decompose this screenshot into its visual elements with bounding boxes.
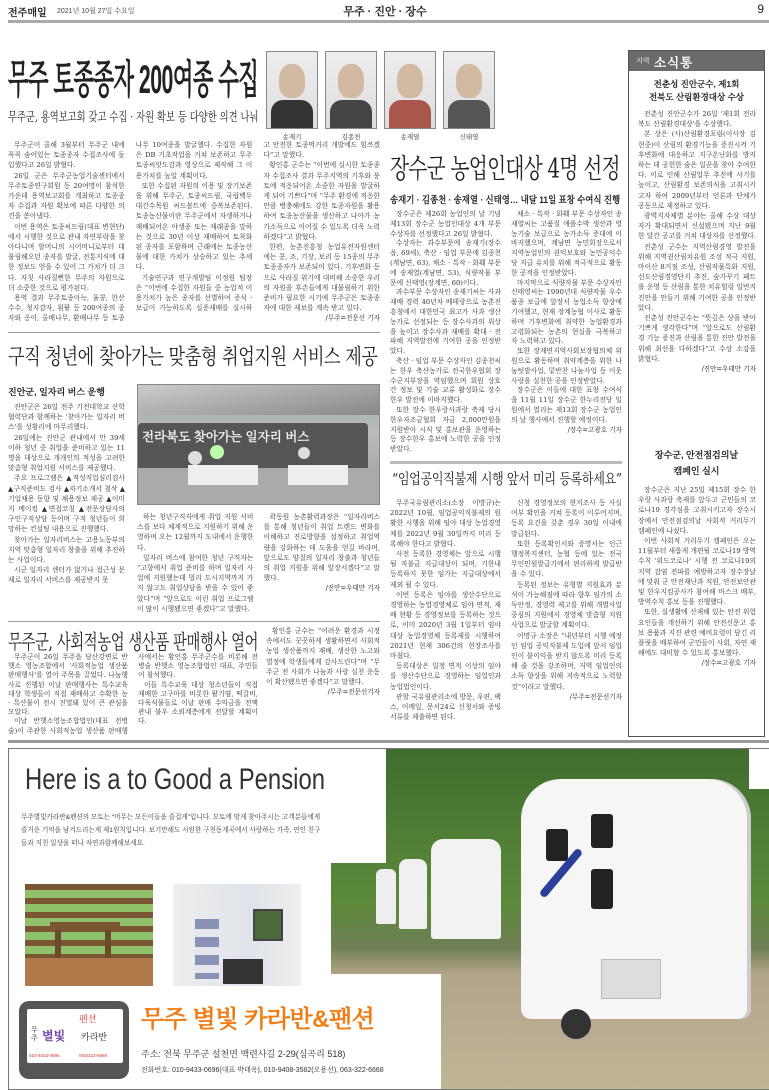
article3-body-right [137,512,380,618]
paragraph: 장수군은 이들에 대한 표창 수여식을 11월 11일 장수군 한누리전당 일원에서 열리는 제13회 장수군 농업인의 날 행사에서 진행할 예정이다. [511,386,622,424]
paragraph: 광역지자체별 분야는 올해 수상 대상자가 확대되면서 신설됐으며 지난 9월 한 달간 공고를 거쳐 대상자를 선정했다. [638,212,757,241]
paragraph: 이들 특수교육 대상 청소년들이 직접 재배한 고구마를 비롯한 팥기염, 떡갈비, 다육식물들로 이날 판매 수익금을 전액 관내 불우 소외계층에게 전달할 계획이다. [138,680,258,726]
sidebar-item1-title-line2: 전북도 산림환경대상 수상 [648,92,745,102]
pension-ad [8,748,769,1090]
article1-subhead: 무주군, 용역보고회 갖고 수집 · 자원 확보 등 다양한 의견 나눠 [8,109,259,124]
sign-right: 카라반 [81,1032,108,1042]
sign-phone2: 063)322-6668 [79,1053,108,1058]
article4-headline: 무주군, 사회적농업 생산품 판매행사 열어 [8,630,259,654]
sidebar-item2-body [638,485,756,733]
portrait-photo [266,51,318,129]
paragraph: 주요 프로그램은 ▲적성직업심리검사 ▲구직준비도 검사 ▲자기소개서 첨삭 ▲기업채용 동향 및 채용정보 제공 ▲이미지 메이킹 ▲면접코칭 ▲전문상담사의 구인구직상담 등이며 구직 청년들이 희망하는 컨설팅 내용으로 진행했다. [8,474,125,534]
byline: /진안=우태만 기자 [325,584,380,593]
paragraph: 26일에는 진안군 관내에서 만 39세 이하 청년 중 취업을 준비하고 있는 11명을 대상으로 개개인의 적성을 고려한 맞춤형 취업지원 서비스를 제공했다. [8,433,125,473]
paragraph: 관할 국유림관리소에 방문, 우편, 팩스, 이메일, 문서24로 신청서와 증빙서류를 제출하면 된다. [390,692,501,722]
article2-body [390,210,622,457]
paragraph: 한편, 농촌진흥청 농업유전자원센터에는 콩, 조, 기장, 보리 등 15종의 무주 토종종자가 보존되어 있다. 기후변화 등으로 사라질 위기에 대비해 소중한 우리의 자원을 후손들에게 대물림하기 위한 준비가 필요한 시기에 무주군은 토종종자에 대한 제보를 계속 받고 있다. [263,243,380,313]
portrait-caption: 신태영 [459,134,479,141]
masthead-paper: 전주매일 [8,8,47,19]
article1-headline: 무주 토종종자 200여종 수집 [8,58,259,102]
paragraph: 축산 · 임업 부문 수상자인 김종천씨는 한우 축산농가로 전국한우협회 장수군지부장을 역임했으며 회원 상호간 정보 및 기술 교류 활성화로 장수한우 발전에 이바지했다. [390,356,501,405]
paragraph: 채소 · 특작 · 화훼 부문 수상자인 송재열씨는 고품질 애플수박 생산과 영농기술 보급으로 농가소득 증대에 이바지했으며, 계남면 농민회장으로서 지역농업인의 권익보호와 농민공익수당 지급 유치를 위해 적극적으로 활동한 공적을 인정받았다. [511,210,622,277]
byline: /진안=우태만 기자 [701,365,756,374]
paragraph: 또한 등록확인서와 증명서는 인근 행정복지센터, 농협 등에 있는 전국 무인민원발급기에서 편리하게 발급받을 수 있다. [511,539,622,579]
paragraph: 전춘성 진안군수가 26일 '제1회 전라북도 산림환경대상'을 수상했다. [638,110,756,129]
paragraph: 이번 사회적 거리두기 캠페인은 오는 11월부터 새롭게 개편될 코로나19 방역수칙 '위드코로나' 시행 전 코로나19의 지역 감염 전파를 예방하고자 장수장날에 맞춰 군 안전재난과 직원, 안전보안관 및 한우지킴공사가 참여해 마스크 배부, 방역수칙 홍보 등을 진행했다. [638,537,757,607]
byline: /장수=고광호 기자 [701,659,756,668]
article5-headline: “임업공익직불제 시행 앞서 미리 등록하세요” [392,472,622,488]
sidebar-item1-title-line1: 전춘성 진안군수, 제1회 [653,79,740,89]
paragraph: 황인홍 군수는 “이번에 실시한 토종종자 수집조사 결과 무주지역의 기후와 풍토에 적응되어온 소중한 자원을 발굴하게 되어 기쁘다”며 “무주 환경에 적응한 만큼 병충해에도 강한 토종자원을 활용하여 토종농산물을 생산하고 나아가 농가소득으로 이어질 수 있도록 더욱 노력하겠다”고 밝혔다. [263,161,380,241]
portrait-caption: 송재기 [282,134,302,141]
header-rule [8,20,769,23]
paragraph: 무주국유림관리소(소장 이명규)는 2022년 10월, 임업공익직불제의 원활한 시행을 위해 임야 대상 농업경영체를 2022년 9월 30일까지 미리 등록해야 한다고 밝혔다. [390,499,501,548]
divider [390,461,622,464]
sign-left: 무주 [31,1027,38,1042]
paragraph: 시군 일자리 센터가 없거나 접근성 문제로 일자리 서비스를 제공받지 못 [8,566,125,585]
pension-address: 주소: 전북 무주군 설천면 백련사길 2-29(심곡리 518) [141,1049,346,1059]
article1-body [8,140,380,328]
paragraph: 이명규 소장은 “내년부터 시행 예정인 임업 공익직불제 도입에 앞서 임업인이 불이익을 받지 않도록 미리 등록해 줄 것을 강조하며, 지역 임업인의 소득 향상을 위해 지속적으로 노력할 것”이라고 말했다. [511,631,622,691]
paragraph: 과수부문 수상자인 송재기씨는 사과재배 경력 40년차 베테랑으로 농촌진흥청에서 대한민국 최고가 사과 생산농가로 선정되는 등 장수사과의 위상을 높이고 장수사과 재배를 확대 · 전파해 지역발전에 기여한 공을 인정받았다. [390,288,501,356]
paragraph: 또한 장계면지역사회보장협의체 위원으로 활동하며 취약계층을 위한 나눔텃밭사업, 밑반찬 나눔사업 등 이웃사랑을 실천한 공을 인정받았다. [511,347,622,385]
paragraph: 또한, 실생활에 산재해 있는 안전 위험 요인들을 개선하기 위해 안전신문고 홍보 용품과 지진 관련 예비요령이 담긴 리플릿을 배부하여 군민들이 사회, 자연 재해에도 대비할 수 있도록 홍보했다. [638,608,757,658]
sign-top: 펜션 [79,1014,97,1024]
sidebar-item1-title [629,78,764,104]
paragraph: 전춘성 군수는 지역산림경영 발전을 위해 지역권산림치유원 조성 적극 지원, 마이산 8거점 조성, 산림작물특화 지원, 선도산림경영단지 추진, 숲가꾸기 패트롤 운영 등 산림을 통한 치유힐링 일번지 진안을 만들기 위해 기여한 공을 인정받았다. [638,242,757,312]
paragraph: 하는 청년구직자에게 취업 지원 서비스를 보다 체계적으로 지원하기 위해 운영하며 오는 12월까지 도내에서 운행한다. [137,513,254,552]
article2-subhead: 송재기 · 김종천 · 송재열 · 신태영… 내달 11일 표창 수여식 진행 [390,195,621,206]
sidebar-item1-body [638,109,756,439]
paragraph: 26일 군은 무주군농업기술센터에서 무주토종연구회원 등 20여명이 참석한 가운데 용역보고회를 개최하고 토종종자 수집과 자원 확보에 따른 다양한 의견을 쏟아냈다. [8,171,125,221]
section-title: 무주 · 진안 · 장수 [343,6,427,18]
sign-phone1: 010-9433-0696 [29,1053,60,1058]
pension-name: 무주 별빛 카라반&팬션 [141,1006,375,1033]
byline: /무주=전문선기자 [569,692,622,701]
divider [8,332,380,333]
ad-white-area [331,749,386,863]
pension-sign [19,1001,129,1079]
paragraph: 등록된 정보는 유형별 지원효과 분석이 가능해짐에 따라 향후 임가의 소득안정, 경영력 제고를 위해 개별사업 중심의 지원에서 경영체 맞춤형 지원 사업으로 발굴할 계획이다. [511,580,622,630]
paragraph: 수상자는 과수부문에 송재기(장수읍, 69세), 축산 · 임업 부문에 김종천(계남면, 63), 채소 · 특작 · 화훼 부문에 송재열(계남면, 53), 식량작물 부문에 신태영(장계면, 60)이다. [390,239,501,287]
job-bus-photo [137,384,380,505]
sidebar-label-small: 지역 [636,58,650,65]
local-news-sidebar [628,50,765,737]
article2-headline: 장수군 농업인대상 4명 선정 [390,154,620,185]
paragraph: 이번 등록은 임야를 생산수단으로 경영하는 농업경영체로 임야 면적, 재배 현황 등 경영정보를 등록하는 것으로, 이미 2020년 3월 1일부터 임야 대상 농업경영체 등록제를 시행하여 2021년 현재 306건의 현장조사를 마쳤다. [390,590,501,661]
ad-white-corner [749,749,769,789]
sidebar-item2-title-line1: 장수군, 안전점검의날 [654,450,739,460]
paragraph: 기술연구과 연구개발팀 이정원 팀장은 “이번에 수집한 자원들 중 농업적 이용가치가 높은 종자를 선별하여 증식 · 보급이 가능하도록 실증재배를 실시하고 안전한 토종먹거리 개발에도 힘쓰겠다”고 말했다. [135,141,380,313]
paragraph: 용역 결과 무주토종아늑, 율콩, 한산수수, 청지감자, 흰팥 등 200여종의 종자와 옹이, 올배나무, 환배나무 등 토종나무 10여종을 발굴했다. 수집한 자원은 DB 기초작업을 거쳐 보존하고 무주토종씨앗도감과 영상으로 제작해 그 이용가치를 높일 계획이다. [8,141,253,323]
article4-body-main [8,653,258,737]
pension-phone: 전화번호: 010-9433-0696(대표 박태옥), 010-9408-3582(오용선), 063-322-6668 [141,1067,384,1074]
byline: /무주=전문선 기자 [325,314,380,323]
paragraph: 전춘성 진안군수는 “뜻깊은 상을 받아 기쁘게 생각한다”며 “앞으로도 산림환경 기능 증진과 산림을 통한 진안 발전을 위해 최선을 다하겠다”고 수상 소감을 밝혔다. [638,314,757,363]
portrait-photo [443,51,495,129]
paragraph: 또한 장수 한우랑사과랑 축제 당시 한우자조금협회 자금 2,000만원을 지원받아 시식 및 홍보관을 운영하는 등 장수한우 홍보에 노력한 공을 인정받았다. [390,405,501,454]
interior-photo [173,884,301,986]
paragraph: 곽동원 농촌활력과장은 “일자리버스를 통해 청년들이 취업 트렌드 변화를 이해하고 진로방향을 설정하고 취업역량을 강화하는 데 도움을 얻길 바라며, 앞으로도 양질의 일자리 창출과 청년들의 취업 지원을 위해 앞장서겠다”고 말했다. [263,513,380,583]
paragraph: 이날 반햇소영농조합법인(대표 전병술)이 주관한 사회적농업 생산품 판매행사에서는 황인홍 무주군수를 비롯해 전병술 반햇소 영농조합법인 대표, 주민들이 참석했다. [8,653,258,735]
divider [8,621,380,622]
paragraph: 이번 용역은 토종씨드림(대표 변현단)에서 시행한 것으로 관내 자연부락을 찾아다니며 할머니의 시어머니로부터 대물림해오던 종자를 발굴, 전통지식에 대한 정보도 얻을 수 있어 그 가치가 더 크다. 자칫 사라질뻔한 무주의 자원으로 더 소중한 것으로 평가된다. [8,222,125,292]
paragraph: 또한 수집된 자원의 이용 및 장기보존을 위해 무주군, 토종씨드림, 국립백두대간수목원 씨드볼트에 중복보존된다. 토종농산물이란 무주군에서 자생하거나 재배되어온 야생종 또는 재래종을 말하는 것으로 30년 이상 재배하여 토착화된 종자를 포함하며 근래에는 토종농산물에 대한 가치가 상승하고 있는 추세다. [135,181,253,272]
sidebar-header [629,51,764,71]
paragraph: 장수군은 지난 25일 제15회 장수 한우랑 사과랑 축제를 앞두고 군민들의 코로나19 경각심을 고취시키고자 장수시장에서 안전점검의날 사회적 거리두기 캠페인에 나섰다. [638,486,756,535]
sidebar-item2-title [629,447,764,479]
paragraph: 황인홍 군수는 “어려운 환경과 시정속에서도 꿋꿋하게 생활하면서 사회적농업 생산품까지 재배, 생산한 노고와 열정에 학생들에게 감사드린다”며 “무주군 전 사회가 나눔과 사랑 실천 운동이 확산됐으면 좋겠다”고 말했다. [266,627,380,687]
sidebar-item2-title-line2: 캠페인 실시 [673,466,720,476]
paragraph: 사전 등록한 경영체는 앞으로 시행될 직불금 지급대상이 되며, 기한내 등록하지 못한 임가는 지급대상에서 제외 될 수 있다. [390,550,501,589]
paragraph: 무주군이 올해 3월부터 무주군 내에 꼭꼭 숨어있는 토종종자 수집조사에 돌입했다고 26일 밝혔다. [8,141,125,170]
paragraph: 찾아가는 일자리버스는 고용노동부의 지역 맞춤형 일자리 창출을 위해 추진하는 사업이다. [8,535,125,565]
article4-body-side [266,626,380,737]
bus-banner-text: 전라북도 찾아가는 일자리 버스 [142,430,310,444]
paragraph: 장수군은 제26회 농업인의 날 기념 제13회 장수군 농업인대상 4개 부문 수상자를 선정했다고 26일 밝혔다. [390,210,501,238]
ad-title: Here is a to Good a Pension [25,763,326,796]
paragraph: 진안군은 26일 전주 기전대학교 산학협력단과 함께하는 '찾아가는 일자리 버스'를 성황리에 마무리했다. [8,403,125,432]
paragraph: 등록대상은 일정 면적 이상의 임야를 생산수단으로 경영하는 임업인과 농업법인이다. [390,662,501,691]
article5-body [390,498,622,736]
portrait-photo [325,51,377,129]
paragraph: 무주군이 26일 무주읍 당산강변로 반햇소 영농조합에서 '사회적농업 생산품 판매행사'를 열어 주목을 끌었다. 나눔행사로 진행된 이날 판매행사는 특수교육 대상 학생들이 직접 재배하고 수확한 농 · 특산물이 전시 진열돼 있어 큰 관심을 모았다. [8,653,128,717]
portrait-photo [384,51,436,129]
paragraph: 일자리 버스에 참여한 청년 구직자는 “고향에서 취업 준비를 하며 일자리 사업에 지원했는데 멀리 도시지역까지 가지 않고도 취업상담을 받을 수 있어 좋았다”며 “앞으로도 이런 취업 프로그램이 많이 시행됐으면 좋겠다”고 말했다. [137,553,254,613]
page-number: 9 [757,2,764,16]
paragraph: 신청 경영정보의 현지조사 등 사실여부 확인을 거쳐 등록이 이루어지며, 등록 요건을 갖춘 경우 30일 이내에 발급된다. [511,499,622,538]
paragraph: 마지막으로 식량작물 부문 수상자인 신태영씨는 1990년대 식량작물 우수품종 보급에 앞장서 농업소득 향상에 기여했고, 현재 장계농협 이사로 활동하며 기후변화에 취약한 농업환경과 고령화되는 농촌의 현실을 극복하고자 노력하고 있다. [511,278,622,346]
byline: /장수=고광호 기자 [567,425,622,434]
masthead-date: 2021년 10월 27일 수요일 [57,8,135,15]
portrait-caption: 송재열 [400,134,420,141]
article3-headline: 구직 청년에 찾아가는 맞춤형 취업지원 서비스 제공 [8,345,378,370]
article3-subhead: 진안군, 일자리 버스 운행 [8,387,105,397]
article3-body-left [8,402,125,617]
bottom-rule [8,740,769,743]
sidebar-label-big: 소식통 [654,56,694,70]
portrait-caption: 김종천 [341,134,361,141]
ad-intro: 무주별빛카라반&펜션의 모토는 “머무는 모든이들을 즐겁게”입니다. 모토에 맞게 찾아주시는 고객분들에게 즐거운 기억을 남겨드리는게 제1원칙입니다. 보기만해도 시원한 구천동계곡에서 사랑하는 가족, 연인 친구들과 지친 일상을 떠나 자연과함께해보세요. [21,814,321,847]
deck-photo [25,884,153,986]
byline: /무주=전문선기자 [327,688,380,697]
sign-mid: 별빛 [42,1029,66,1043]
paragraph: 본 상은 (사)산림환경포럼(이사장 김현중)이 산림의 환경기능을 증진시켜 기후변화에 대응하고 지구온난화를 방지하는 데 공헌한 숨은 일꾼을 찾아 수여한다. 이로 인해 산림업무 추진에 사기를 높이고, 산림환경 보존의식을 고취시키고자 하여 2009년부터 언론과 단체가 공동으로 제정하고 있다. [638,130,757,210]
